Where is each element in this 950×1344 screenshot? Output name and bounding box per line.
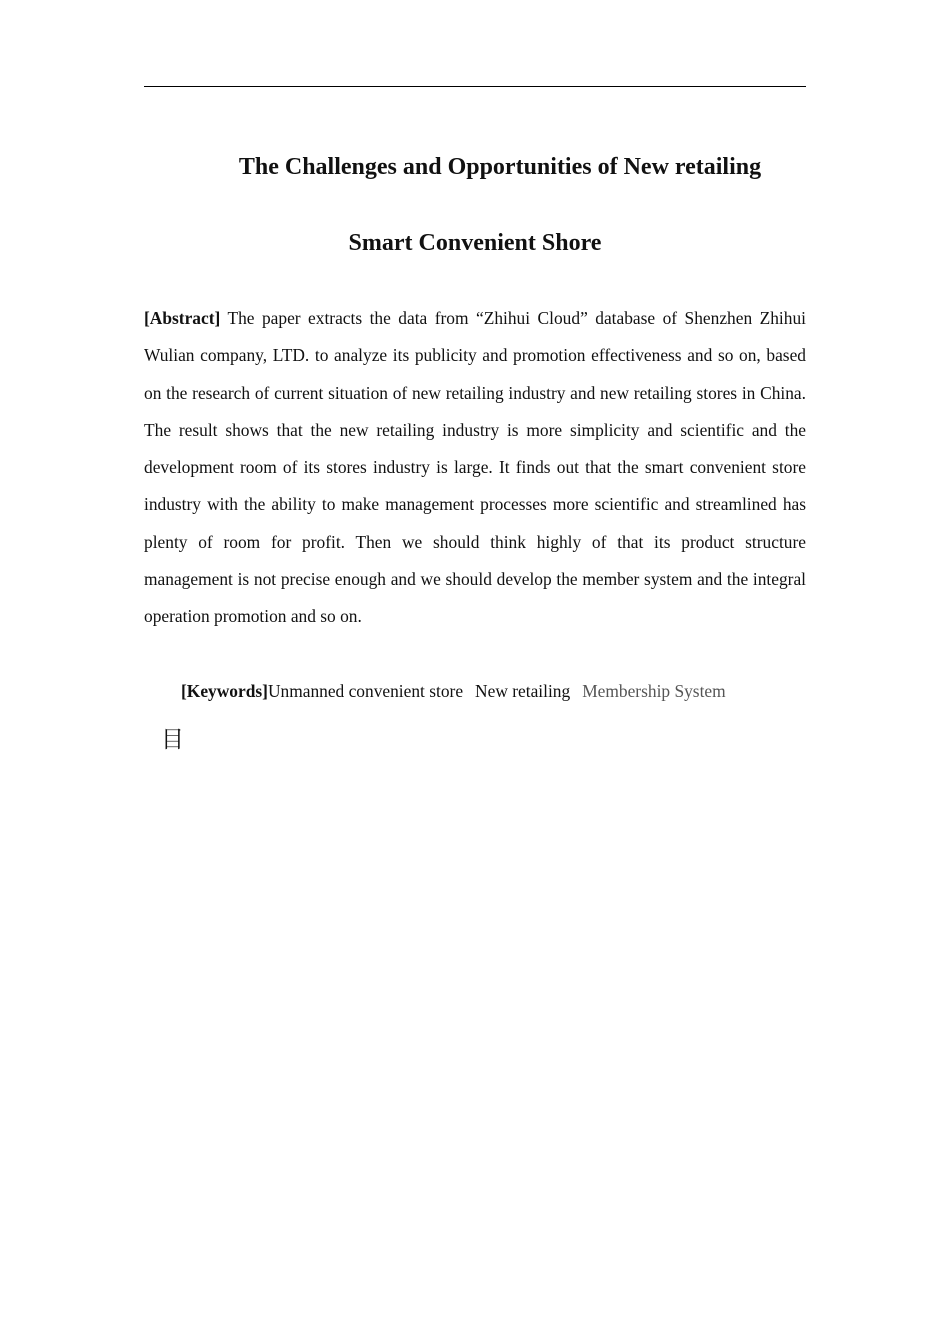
keywords-label: [Keywords] — [181, 681, 268, 701]
keyword-item: New retailing — [475, 681, 571, 701]
abstract-label: [Abstract] — [144, 308, 221, 328]
header-rule — [144, 86, 806, 87]
abstract-paragraph — [144, 300, 806, 636]
paper-title-line-2: Smart Convenient Shore — [348, 230, 602, 256]
toc-heading: 目 — [161, 727, 184, 753]
keyword-item: Membership System — [582, 681, 726, 701]
keyword-item: Unmanned convenient store — [267, 681, 464, 701]
abstract-text: The paper extracts the data from “Zhihui Cloud” database of Shenzhen Zhihui Wulian company, LTD. to analyze its publicity and promotion effectiveness and so on, based on the research of current situation of new retailing industry and new retailing stores in China. The result shows that the new retailing industry is more simplicity and scientific and the development room of its stores industry is large. It finds out that the smart convenient store industry with the ability to make management processes more scientific and streamlined has plenty of room for profit. Then we should think highly of that its product structure management is not precise enough and we should develop the member system and the integral operation promotion and so on. — [144, 308, 806, 627]
paper-title-line-1: The Challenges and Opportunities of New retailing — [238, 154, 762, 180]
keywords-line — [181, 675, 726, 707]
